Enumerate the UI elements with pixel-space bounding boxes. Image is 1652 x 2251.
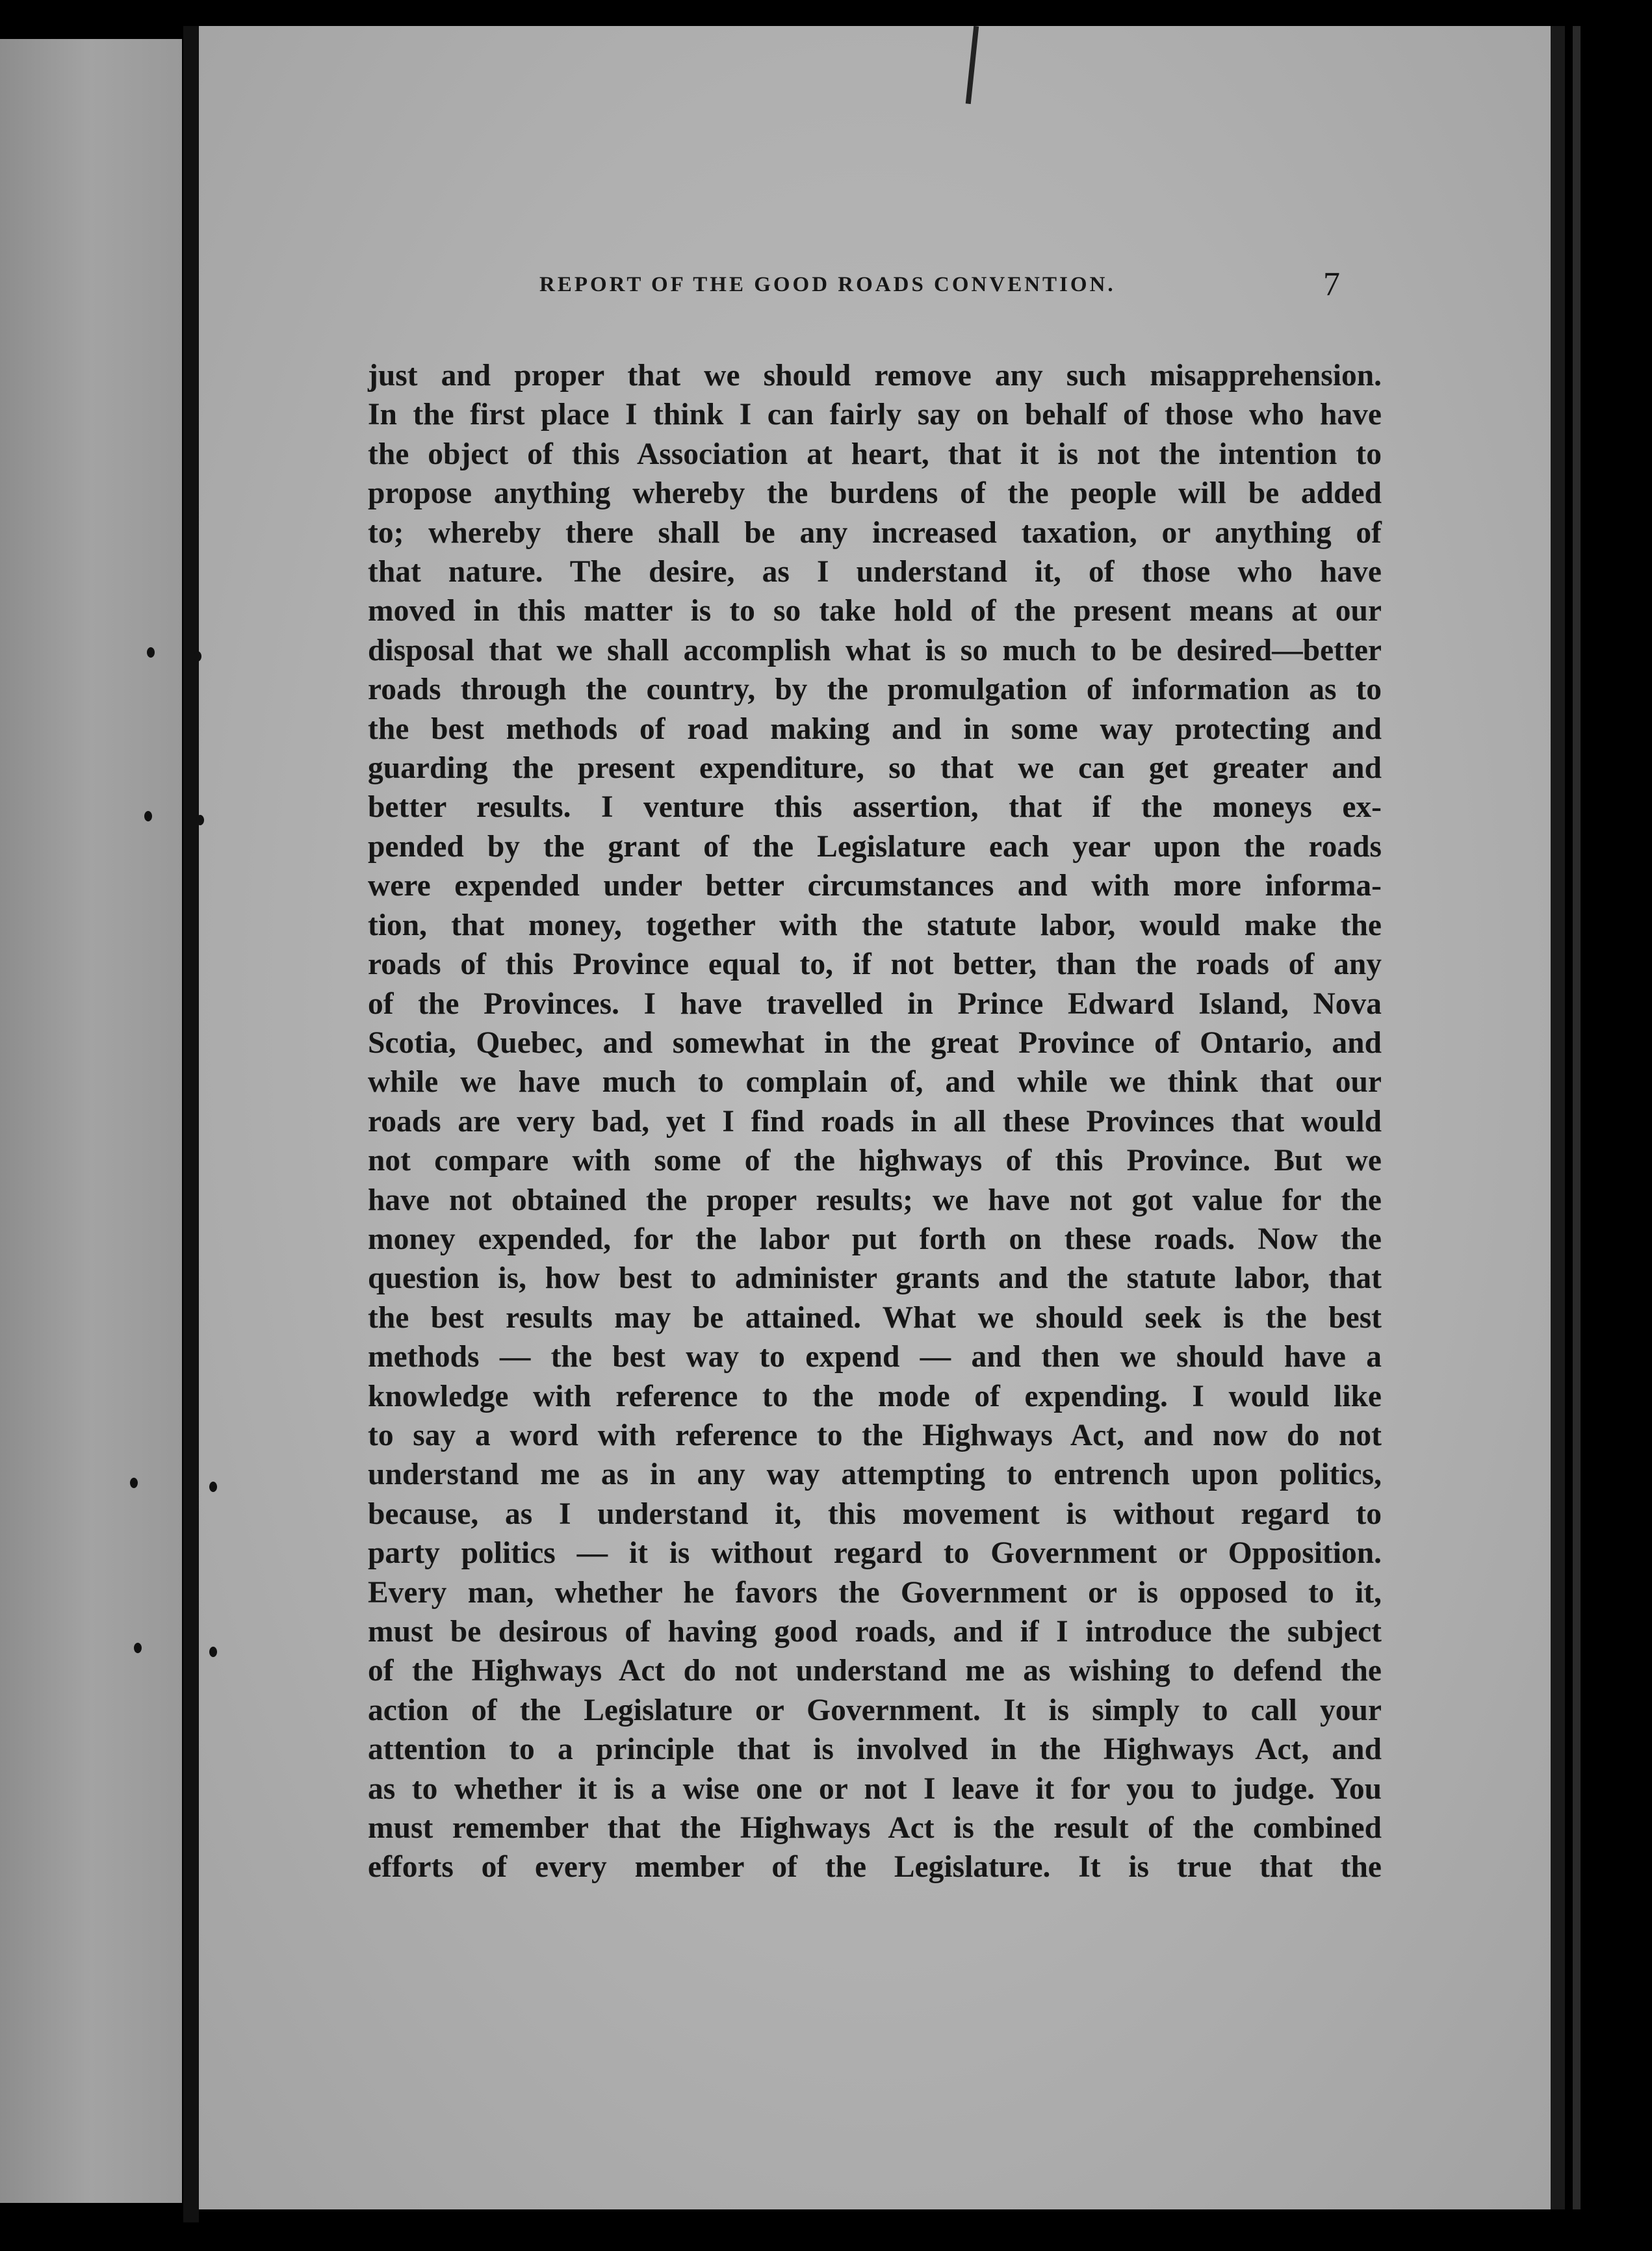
page-edge-shadow (1551, 26, 1565, 2209)
text-line: not compare with some of the highways of this Province. But we (368, 1144, 1382, 1178)
margin-mark (130, 1478, 138, 1488)
text-line: action of the Legislature or Government. It is simply to call your (368, 1693, 1382, 1727)
text-line: knowledge with reference to the mode of expending. I would like (368, 1379, 1382, 1413)
text-line: tion, that money, together with the statute labor, would make the (368, 908, 1382, 942)
text-line: moved in this matter is to so take hold of the present means at our (368, 594, 1382, 628)
text-line: guarding the present expenditure, so that we can get greater and (368, 751, 1382, 786)
text-line: because, as I understand it, this movement is without regard to (368, 1497, 1382, 1531)
text-line: the best results may be attained. What we should seek is the best (368, 1300, 1382, 1335)
text-line: roads of this Province equal to, if not better, than the roads of any (368, 947, 1382, 982)
text-line: to; whereby there shall be any increased taxation, or anything of (368, 515, 1382, 550)
text-line: to say a word with reference to the Highways Act, and now do not (368, 1418, 1382, 1452)
text-line: disposal that we shall accomplish what is so much to be desired—better (368, 633, 1382, 667)
margin-mark (196, 815, 204, 825)
text-line: must remember that the Highways Act is the result of the combined (368, 1811, 1382, 1846)
text-line: the object of this Association at heart, that it is not the intention to (368, 437, 1382, 471)
text-line: party politics — it is without regard to Government or Opposition. (368, 1536, 1382, 1571)
text-line: attention to a principle that is involved in the Highways Act, and (368, 1732, 1382, 1767)
margin-mark (144, 811, 152, 821)
book-gutter (183, 26, 199, 2222)
text-line: efforts of every member of the Legislature. It is true that the (368, 1850, 1382, 1884)
text-line: pended by the grant of the Legislature each year upon the roads (368, 829, 1382, 864)
text-line: of the Provinces. I have travelled in Prince Edward Island, Nova (368, 986, 1382, 1021)
text-line: propose anything whereby the burdens of the people will be added (368, 476, 1382, 511)
text-line: Every man, whether he favors the Government or is opposed to it, (368, 1575, 1382, 1610)
margin-mark (209, 1482, 217, 1492)
text-line: while we have much to complain of, and while we think that our (368, 1065, 1382, 1100)
text-line: that nature. The desire, as I understand it, of those who have (368, 555, 1382, 589)
text-line: In the first place I think I can fairly say on behalf of those who have (368, 398, 1382, 432)
text-line: just and proper that we should remove any such misapprehension. (368, 359, 1382, 392)
page-edge-shadow-outer (1573, 26, 1581, 2209)
facing-page-edge (0, 39, 182, 2203)
text-line: understand me as in any way attempting to entrench upon politics, (368, 1458, 1382, 1492)
text-line: methods — the best way to expend — and then we should have a (368, 1340, 1382, 1374)
margin-mark (194, 651, 201, 662)
text-line: of the Highways Act do not understand me as wishing to defend the (368, 1654, 1382, 1688)
running-head: REPORT OF THE GOOD ROADS CONVENTION. (539, 273, 1116, 296)
text-line: as to whether it is a wise one or not I leave it for you to judge. You (368, 1771, 1382, 1806)
text-line: were expended under better circumstances and with more informa- (368, 869, 1382, 903)
margin-mark (209, 1647, 217, 1657)
text-line: Scotia, Quebec, and somewhat in the great Province of Ontario, and (368, 1025, 1382, 1060)
page-number: 7 (1323, 266, 1340, 303)
margin-mark (134, 1643, 142, 1653)
text-line: the best methods of road making and in some way protecting and (368, 712, 1382, 746)
text-line: roads through the country, by the promulgation of information as to (368, 673, 1382, 707)
text-line: have not obtained the proper results; we have not got value for the (368, 1183, 1382, 1217)
text-line: question is, how best to administer grants and the statute labor, that (368, 1261, 1382, 1296)
text-line: better results. I venture this assertion, that if the moneys ex- (368, 790, 1382, 825)
text-line: money expended, for the labor put forth on these roads. Now the (368, 1222, 1382, 1256)
margin-mark (147, 647, 155, 658)
text-line: must be desirous of having good roads, and if I introduce the subject (368, 1615, 1382, 1649)
body-text (368, 356, 1382, 1887)
text-line: roads are very bad, yet I find roads in all these Provinces that would (368, 1104, 1382, 1138)
